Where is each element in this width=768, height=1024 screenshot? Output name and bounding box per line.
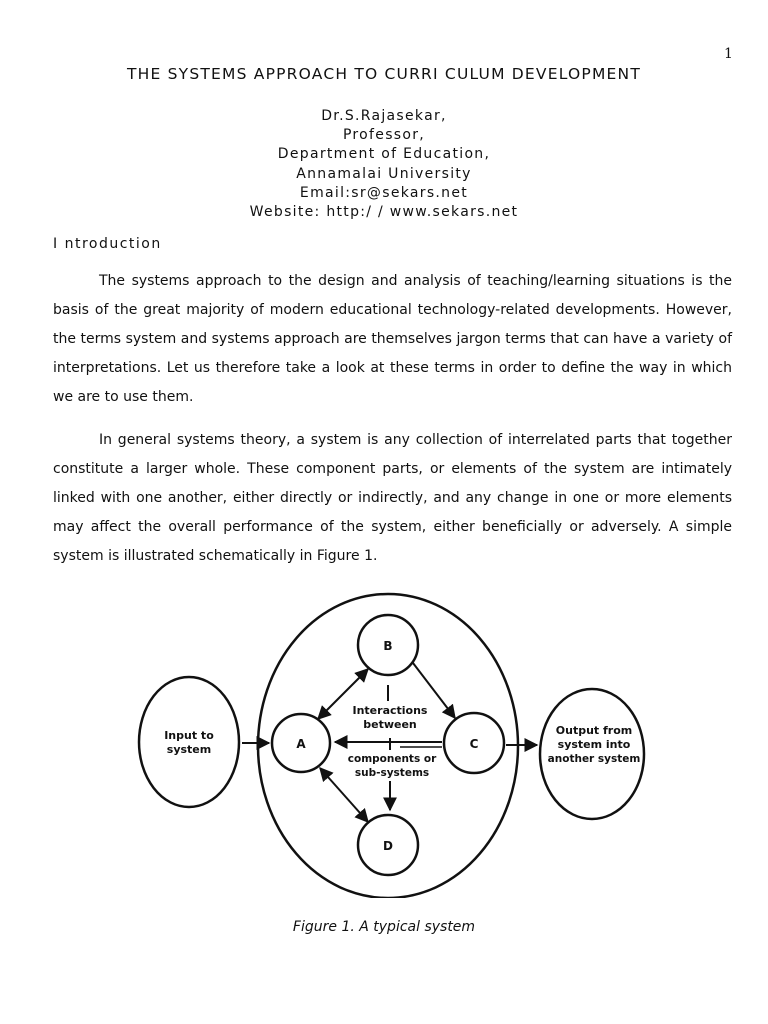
document-title: THE SYSTEMS APPROACH TO CURRI CULUM DEVELOPMENT — [127, 65, 641, 83]
author-website: Website: http:/ / www.sekars.net — [249, 204, 519, 221]
interactions-label: Interactions — [352, 704, 428, 717]
input-label: system — [166, 743, 212, 756]
output-label: another system — [547, 753, 641, 765]
output-label: Output from — [555, 724, 633, 737]
author-department: Department of Education, — [277, 146, 491, 163]
body-paragraph: The systems approach to the design and analysis of teaching/learning situations is the basis of the great majority of modern educational technology-related developments. However, the terms system and systems approach are themselves jargon terms that can have a variety of interpretations. Let us therefore take a look at these terms in order to define the way in which we are to use them. — [53, 273, 732, 405]
interactions-label: between — [363, 718, 417, 731]
node-a-label: A — [296, 737, 306, 751]
figure-caption: Figure 1. A typical system — [292, 919, 476, 935]
page-number: 1 — [724, 46, 733, 62]
author-university: Annamalai University — [296, 165, 472, 182]
interactions-label: components or — [347, 753, 437, 765]
author-email: Email:sr@sekars.net — [299, 184, 469, 201]
system-diagram — [130, 588, 650, 898]
node-d-label: D — [383, 839, 393, 853]
interactions-label: sub-systems — [354, 767, 430, 779]
author-position: Professor, — [342, 127, 426, 144]
output-label: system into — [557, 738, 631, 751]
input-label: Input to — [164, 729, 214, 742]
section-heading: I ntroduction — [53, 236, 162, 252]
node-b-label: B — [383, 639, 393, 653]
input-node — [139, 677, 239, 807]
body-paragraph: In general systems theory, a system is any collection of interrelated parts that together constitute a larger whole. These component parts, or elements of the system are intimately linked with one another, either directly or indirectly, and any change in one or more elements may affect the overall performance of the system, either beneficially or adversely. A simple system is illustrated schematically in Figure 1. — [53, 432, 732, 564]
author-block — [0, 107, 768, 222]
author-name: Dr.S.Rajasekar, — [321, 108, 447, 124]
node-c-label: C — [469, 737, 479, 751]
